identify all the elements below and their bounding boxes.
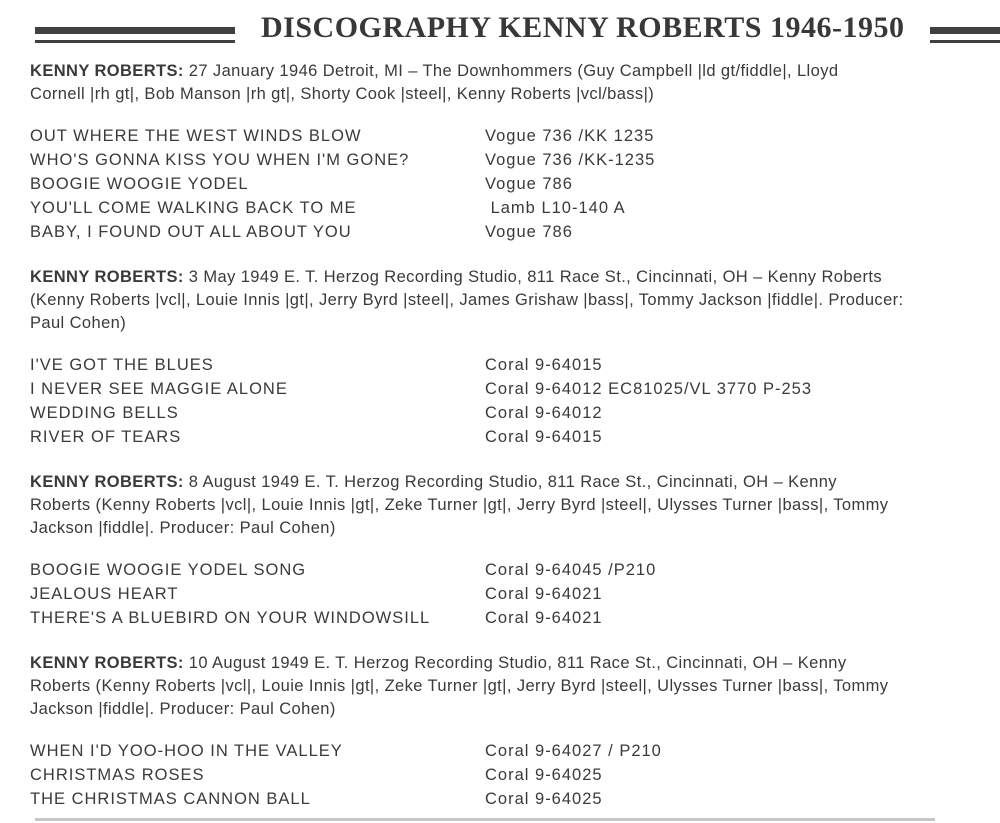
catalog-number: Coral 9-64025: [485, 790, 603, 808]
song-row: [30, 582, 970, 606]
song-title: I NEVER SEE MAGGIE ALONE: [30, 380, 288, 398]
session-heading-line: Jackson |fiddle|. Producer: Paul Cohen): [30, 700, 336, 718]
session-heading-line: [30, 60, 970, 83]
session-heading: [30, 60, 970, 106]
song-title: BOOGIE WOOGIE YODEL SONG: [30, 561, 307, 579]
song-title: JEALOUS HEART: [30, 585, 179, 603]
header-rule-right-thick: [930, 27, 1000, 34]
catalog-number: Vogue 736 /KK-1235: [485, 151, 656, 169]
artist-label: KENNY ROBERTS:: [30, 62, 184, 80]
song-title: OUT WHERE THE WEST WINDS BLOW: [30, 127, 362, 145]
song-list: [30, 353, 970, 449]
catalog-number: Coral 9-64012: [485, 404, 603, 422]
song-title: THE CHRISTMAS CANNON BALL: [30, 790, 311, 808]
song-title: RIVER OF TEARS: [30, 428, 182, 446]
song-list: [30, 558, 970, 630]
bottom-partial-rule: [35, 818, 935, 821]
catalog-number: Vogue 786: [485, 223, 573, 241]
song-title: WHEN I'D YOO-HOO IN THE VALLEY: [30, 742, 343, 760]
song-row: [30, 196, 970, 220]
song-row: [30, 124, 970, 148]
song-row: [30, 558, 970, 582]
song-list: [30, 739, 970, 811]
catalog-number: Coral 9-64021: [485, 609, 603, 627]
catalog-number: Coral 9-64021: [485, 585, 603, 603]
song-row: [30, 763, 970, 787]
catalog-number: Vogue 786: [485, 175, 573, 193]
catalog-number: Coral 9-64025: [485, 766, 603, 784]
song-title: YOU'LL COME WALKING BACK TO ME: [30, 199, 357, 217]
catalog-number: Coral 9-64027 / P210: [485, 742, 662, 760]
header-rule-left: [35, 27, 235, 43]
song-row: [30, 401, 970, 425]
song-title: BABY, I FOUND OUT ALL ABOUT YOU: [30, 223, 352, 241]
session-heading-line: [30, 471, 970, 494]
session-heading-line: Roberts (Kenny Roberts |vcl|, Louie Innis |gt|, Zeke Turner |gt|, Jerry Byrd |steel|, Ulysses Turner |bass|, Tommy: [30, 496, 889, 514]
header-rule-left-thin: [35, 40, 235, 43]
song-title: BOOGIE WOOGIE YODEL: [30, 175, 249, 193]
session-heading-line: [30, 266, 970, 289]
catalog-number: Lamb L10-140 A: [485, 199, 626, 217]
session-heading-line: (Kenny Roberts |vcl|, Louie Innis |gt|, Jerry Byrd |steel|, James Grishaw |bass|, Tommy Jackson |fiddle|. Producer:: [30, 291, 904, 309]
session-heading-line: Paul Cohen): [30, 314, 127, 332]
catalog-number: Vogue 736 /KK 1235: [485, 127, 655, 145]
session-heading: [30, 652, 970, 721]
catalog-number: Coral 9-64015: [485, 356, 603, 374]
artist-label: KENNY ROBERTS:: [30, 268, 184, 286]
song-row: [30, 425, 970, 449]
song-title: THERE'S A BLUEBIRD ON YOUR WINDOWSILL: [30, 609, 431, 627]
song-list: [30, 124, 970, 244]
song-row: [30, 787, 970, 811]
song-row: [30, 606, 970, 630]
song-row: [30, 377, 970, 401]
session-1946-01-27: [30, 60, 970, 244]
header-rule-left-thick: [35, 27, 235, 34]
song-row: [30, 172, 970, 196]
session-details: 10 August 1949 E. T. Herzog Recording Studio, 811 Race St., Cincinnati, OH – Kenny: [183, 654, 847, 672]
artist-label: KENNY ROBERTS:: [30, 473, 184, 491]
page-header: [35, 12, 970, 44]
session-details: 27 January 1946 Detroit, MI – The Downhommers (Guy Campbell |ld gt/fiddle|, Lloyd: [183, 62, 839, 80]
session-heading-line: [30, 652, 970, 675]
page-title: DISCOGRAPHY KENNY ROBERTS 1946-1950: [261, 11, 905, 44]
session-details: 8 August 1949 E. T. Herzog Recording Studio, 811 Race St., Cincinnati, OH – Kenny: [183, 473, 837, 491]
song-row: [30, 220, 970, 244]
song-title: CHRISTMAS ROSES: [30, 766, 205, 784]
session-heading: [30, 471, 970, 540]
session-details: 3 May 1949 E. T. Herzog Recording Studio, 811 Race St., Cincinnati, OH – Kenny Roberts: [183, 268, 883, 286]
song-row: [30, 353, 970, 377]
session-heading: [30, 266, 970, 335]
session-heading-line: Roberts (Kenny Roberts |vcl|, Louie Innis |gt|, Zeke Turner |gt|, Jerry Byrd |steel|, Ulysses Turner |bass|, Tommy: [30, 677, 889, 695]
session-1949-05-03: [30, 266, 970, 449]
catalog-number: Coral 9-64045 /P210: [485, 561, 657, 579]
session-heading-line: Jackson |fiddle|. Producer: Paul Cohen): [30, 519, 336, 537]
song-title: WEDDING BELLS: [30, 404, 179, 422]
song-row: [30, 739, 970, 763]
header-rule-right-thin: [930, 40, 1000, 43]
song-title: I'VE GOT THE BLUES: [30, 356, 214, 374]
session-1949-08-08: [30, 471, 970, 630]
artist-label: KENNY ROBERTS:: [30, 654, 184, 672]
session-1949-08-10: [30, 652, 970, 811]
catalog-number: Coral 9-64012 EC81025/VL 3770 P-253: [485, 380, 813, 398]
catalog-number: Coral 9-64015: [485, 428, 603, 446]
session-heading-line: Cornell |rh gt|, Bob Manson |rh gt|, Shorty Cook |steel|, Kenny Roberts |vcl/bass|): [30, 85, 655, 103]
song-title: WHO'S GONNA KISS YOU WHEN I'M GONE?: [30, 151, 410, 169]
header-rule-right: [930, 27, 1000, 43]
song-row: [30, 148, 970, 172]
